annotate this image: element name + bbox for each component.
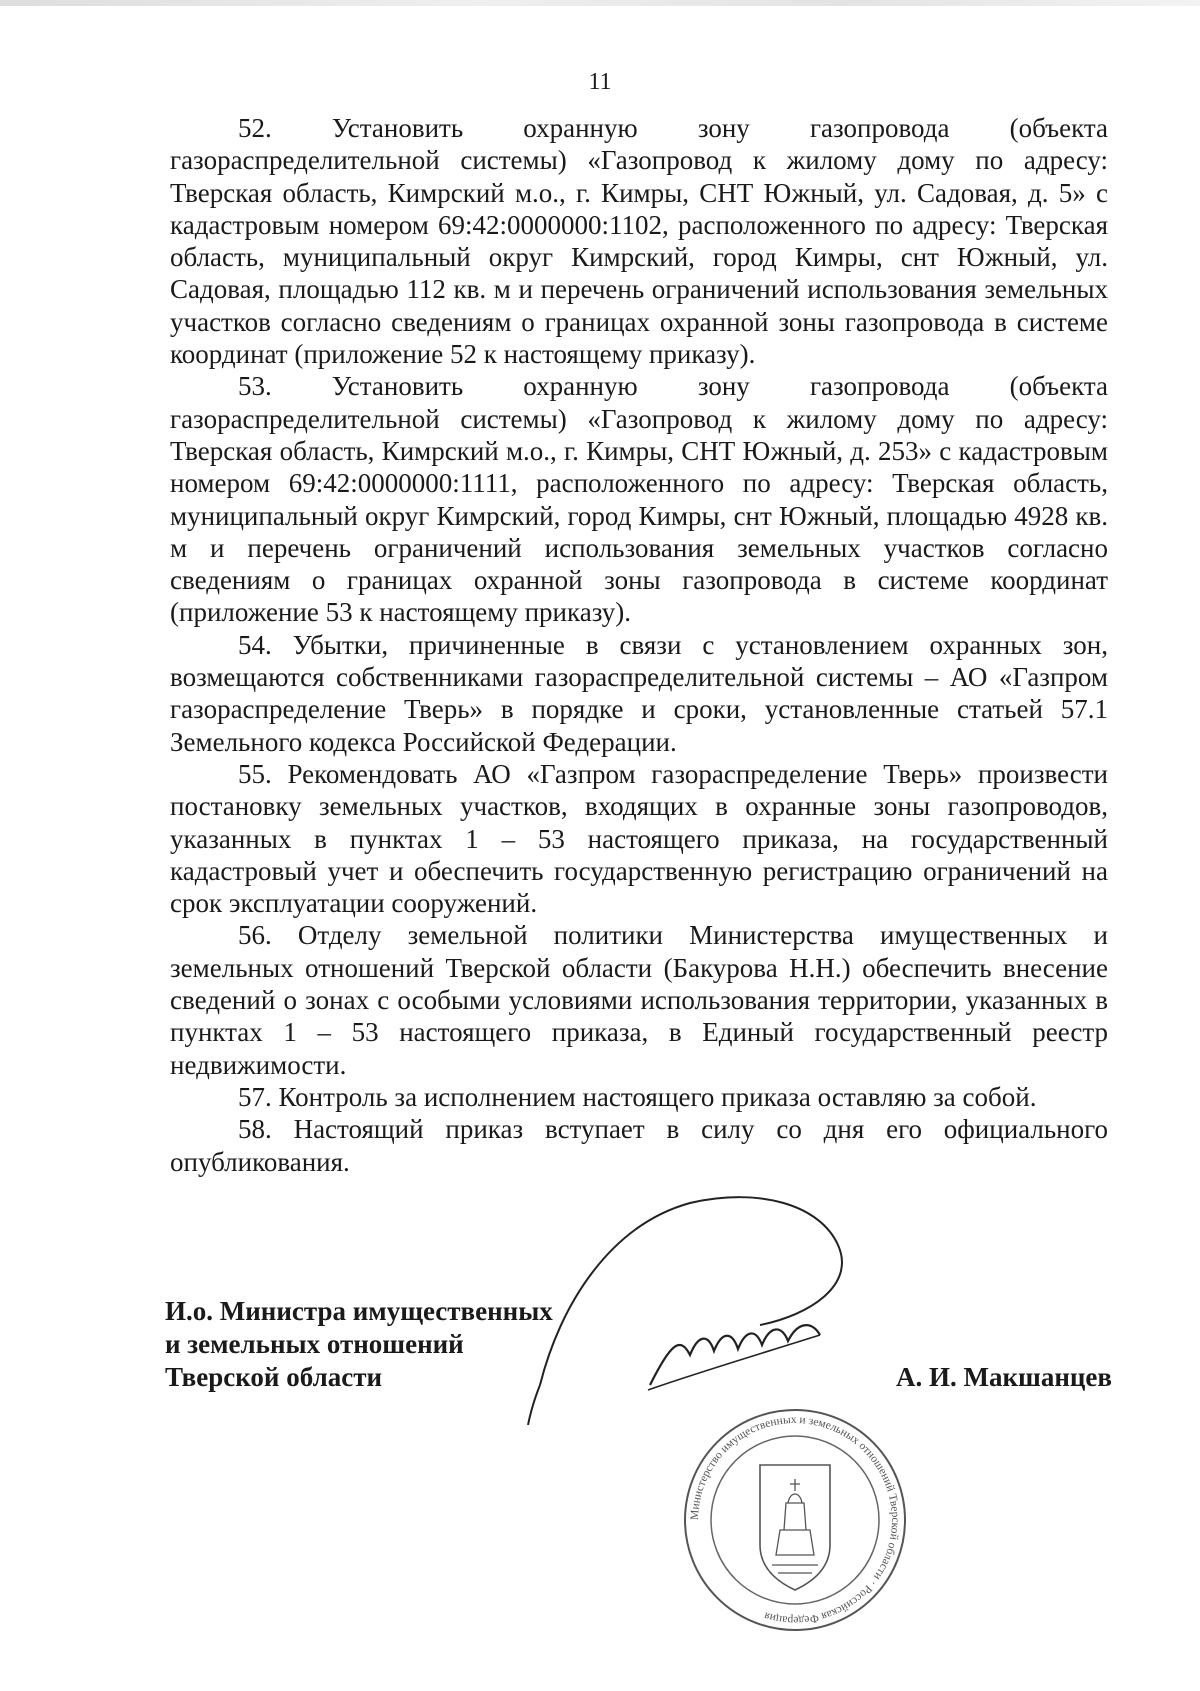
paragraph-54: 54. Убытки, причиненные в связи с установлением охранных зон, возмещаются собственниками газораспределительной системы – АО «Газпром газораспределение Тверь» в порядке и сроки, установленные статьей 57.1 Земельного кодекса Российской Федерации. bbox=[170, 629, 1108, 757]
official-seal bbox=[680, 1405, 910, 1635]
signatory-title bbox=[165, 1295, 553, 1394]
scan-edge bbox=[0, 0, 1200, 6]
paragraph-57: 57. Контроль за исполнением настоящего приказа оставляю за собой. bbox=[238, 1081, 1037, 1112]
page-number: 11 bbox=[588, 69, 612, 95]
seal-text: Министерство имущественных и земельных отношений Тверской области · Российская Федерация bbox=[688, 1413, 902, 1627]
paragraph-53: 53. Установить охранную зону газопровода (объекта газораспределительной системы) «Газопровод к жилому дому по адресу: Тверская область, Кимрский м.о., г. Кимры, СНТ Южный, д. 253» с кадастровым номером 69:42:0000000:1111, расположенного по адресу: Тверская область, муниципальный округ Кимрский, город Кимры, снт Южный, площадью 4928 кв. м и перечень ограничений использования земельных участков согласно сведениям о границах охранной зоны газопровода в системе координат (приложение 53 к настоящему приказу). bbox=[170, 371, 1108, 628]
handwritten-signature bbox=[520, 1185, 880, 1425]
paragraph-52: 52. Установить охранную зону газопровода (объекта газораспределительной системы) «Газопровод к жилому дому по адресу: Тверская область, Кимрский м.о., г. Кимры, СНТ Южный, ул. Садовая, д. 5» с кадастровым номером 69:42:0000000:1102, расположенного по адресу: Тверская область, муниципальный округ Кимрский, город Кимры, снт Южный, ул. Садовая, площадью 112 кв. м и перечень ограничений использования земельных участков согласно сведениям о границах охранной зоны газопровода в системе координат (приложение 52 к настоящему приказу). bbox=[170, 113, 1108, 370]
paragraph-58: 58. Настоящий приказ вступает в силу со дня его официального опубликования. bbox=[170, 1114, 1108, 1177]
paragraph-56: 56. Отделу земельной политики Министерства имущественных и земельных отношений Тверской области (Бакурова Н.Н.) обеспечить внесение сведений о зонах с особыми условиями использования территории, указанных в пунктах 1 – 53 настоящего приказа, в Единый государственный реестр недвижимости. bbox=[170, 920, 1108, 1080]
paragraph-55: 55. Рекомендовать АО «Газпром газораспределение Тверь» произвести постановку земельных участков, входящих в охранные зоны газопроводов, указанных в пунктах 1 – 53 настоящего приказа, на государственный кадастровый учет и обеспечить государственную регистрацию ограничений на срок эксплуатации сооружений. bbox=[170, 758, 1108, 919]
order-body bbox=[170, 112, 1108, 1178]
signatory-title-line: И.о. Министра имущественных bbox=[165, 1296, 553, 1326]
signatory-title-line: и земельных отношений bbox=[165, 1329, 464, 1359]
signatory-name: А. И. Макшанцев bbox=[895, 1362, 1112, 1392]
signatory-title-line: Тверской области bbox=[165, 1362, 383, 1392]
